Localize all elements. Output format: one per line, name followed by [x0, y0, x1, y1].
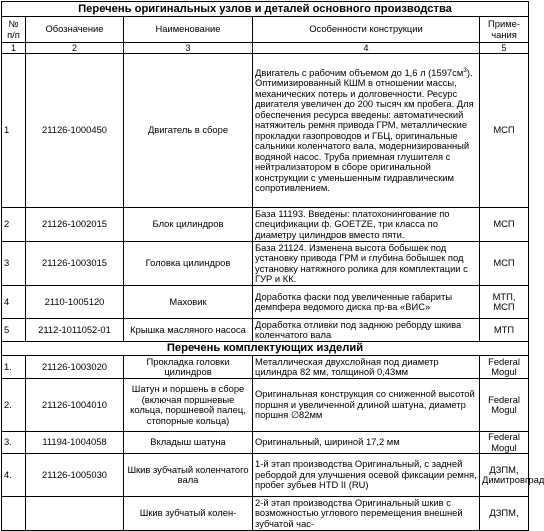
row-features: Доработка отливки под заднюю реборду шкива коленчатого вала — [253, 319, 480, 342]
row-name: Маховик — [124, 286, 253, 319]
col-number: 4 — [253, 43, 480, 54]
row-code: 21126-1004010 — [26, 379, 124, 432]
col-number: 1 — [2, 43, 26, 54]
row-num: 4. — [2, 454, 26, 497]
row-features: Металлическая двухслойная под диаметр цилиндра 82 мм, толщиной 0,43мм — [253, 356, 480, 379]
table-row — [2, 242, 529, 286]
col-number: 5 — [480, 43, 529, 54]
row-name: Шатун и поршень в сборе (включая поршневые кольца, поршневой палец, стопорные кольца) — [124, 379, 253, 432]
table-row — [2, 432, 529, 454]
col-number: 2 — [26, 43, 124, 54]
row-code: 2110-1005120 — [26, 286, 124, 319]
table-row — [2, 497, 529, 531]
section1-title: Перечень оригинальных узлов и деталей основного производства — [2, 2, 529, 17]
table-row — [2, 54, 529, 208]
row-note: ДЗПМ, Димитровград — [480, 454, 529, 497]
row-num: 1 — [2, 54, 26, 208]
row-name: Шкив зубчатый колен- — [124, 497, 253, 531]
row-note: Federal Mogul — [480, 432, 529, 454]
row-num: 1. — [2, 356, 26, 379]
header-note: Приме-чания — [480, 17, 529, 43]
row-num: 3. — [2, 432, 26, 454]
row-features — [253, 54, 480, 208]
row-note: МТП, МСП — [480, 286, 529, 319]
row-code: 2112-1011052-01 — [26, 319, 124, 342]
table-row — [2, 208, 529, 242]
row-num — [2, 497, 26, 531]
row-features: Доработка фаски под увеличенные габариты демпфера ведомого диска пр-ва «ВИС» — [253, 286, 480, 319]
row-num: 2. — [2, 379, 26, 432]
document-page — [1, 1, 544, 531]
table-header-row — [2, 17, 529, 43]
header-code: Обозначение — [26, 17, 124, 43]
row-note: МСП — [480, 208, 529, 242]
row-name: Шкив зубчатый коленчатого вала — [124, 454, 253, 497]
row-code: 21126-1002015 — [26, 208, 124, 242]
row-note: Federal Mogul — [480, 379, 529, 432]
row-num: 5 — [2, 319, 26, 342]
row-code: 21126-1003020 — [26, 356, 124, 379]
row-name: Вкладыш шатуна — [124, 432, 253, 454]
row-features: Оригинальный, шириной 17,2 мм — [253, 432, 480, 454]
row-features: База 21124. Изменена высота бобышек под установку привода ГРМ и глубина бобышек под установку натяжного ролика для комплектации с ГУР и КК. — [253, 242, 480, 286]
row-code: 21126-1003015 — [26, 242, 124, 286]
header-name: Наименование — [124, 17, 253, 43]
row-num: 4 — [2, 286, 26, 319]
superscript-text: 3 — [463, 66, 467, 74]
table-row — [2, 319, 529, 342]
row-note: МСП — [480, 54, 529, 208]
section2-title: Перечень комплектующих изделий — [2, 342, 529, 356]
header-features: Особенности конструкции — [253, 17, 480, 43]
row-name: Крышка масляного насоса — [124, 319, 253, 342]
row-code: 21126-1005030 — [26, 454, 124, 497]
features-text-part: ). Оптимизированный КШМ в отношении массы, механических потерь и долговечности. Ресурс двигателя увеличен до 200 тысяч км пробега. Для обеспечения ресурса введены: автоматический натяжитель ремня привода ГРМ, металлические прокладки газопроводов и ГБЦ, оригинальные сальники коленчатого вала, модернизированный водяной насос. Труба приемная глушителя с нейтрализатором в сборе оригинальной конструкции с уменьшенным гидравлическим сопротивлением. — [255, 66, 474, 193]
row-note: МТП — [480, 319, 529, 342]
table-row — [2, 356, 529, 379]
row-features: База 11193. Введены: платохонингование по спецификации ф. GOETZE, три класса по диаметру цилиндров вместо пяти. — [253, 208, 480, 242]
row-name: Головка цилиндров — [124, 242, 253, 286]
row-name: Прокладка головки цилиндров — [124, 356, 253, 379]
row-name: Двигатель в сборе — [124, 54, 253, 208]
features-text-part: Двигатель с рабочим объемом до 1,6 л (1597см — [255, 66, 464, 78]
header-num: № п/п — [2, 17, 26, 43]
table-row — [2, 454, 529, 497]
row-note: МСП — [480, 242, 529, 286]
row-note: ДЗПМ, — [480, 497, 529, 531]
table-row — [2, 286, 529, 319]
row-num: 2 — [2, 208, 26, 242]
table-row — [2, 379, 529, 432]
row-name: Блок цилиндров — [124, 208, 253, 242]
parts-table — [1, 1, 544, 531]
row-code: 11194-1004058 — [26, 432, 124, 454]
row-num: 3 — [2, 242, 26, 286]
col-number: 3 — [124, 43, 253, 54]
row-features: Оригинальная конструкция со сниженной высотой поршня и увеличенной длиной шатуна, диаметр поршня ∅82мм — [253, 379, 480, 432]
row-note: Federal Mogul — [480, 356, 529, 379]
row-code: 21126-1000450 — [26, 54, 124, 208]
column-number-row — [2, 43, 529, 54]
row-features: 1-й этап производства Оригинальный, с задней ребордой для улучшения осевой фиксации ремня, пробег зубьев НТD II (RU) — [253, 454, 480, 497]
row-features: 2-й этап производства Оригинальный шкив с возможностью углового перемещения внешней зубчатой час- — [253, 497, 480, 531]
row-code — [26, 497, 124, 531]
